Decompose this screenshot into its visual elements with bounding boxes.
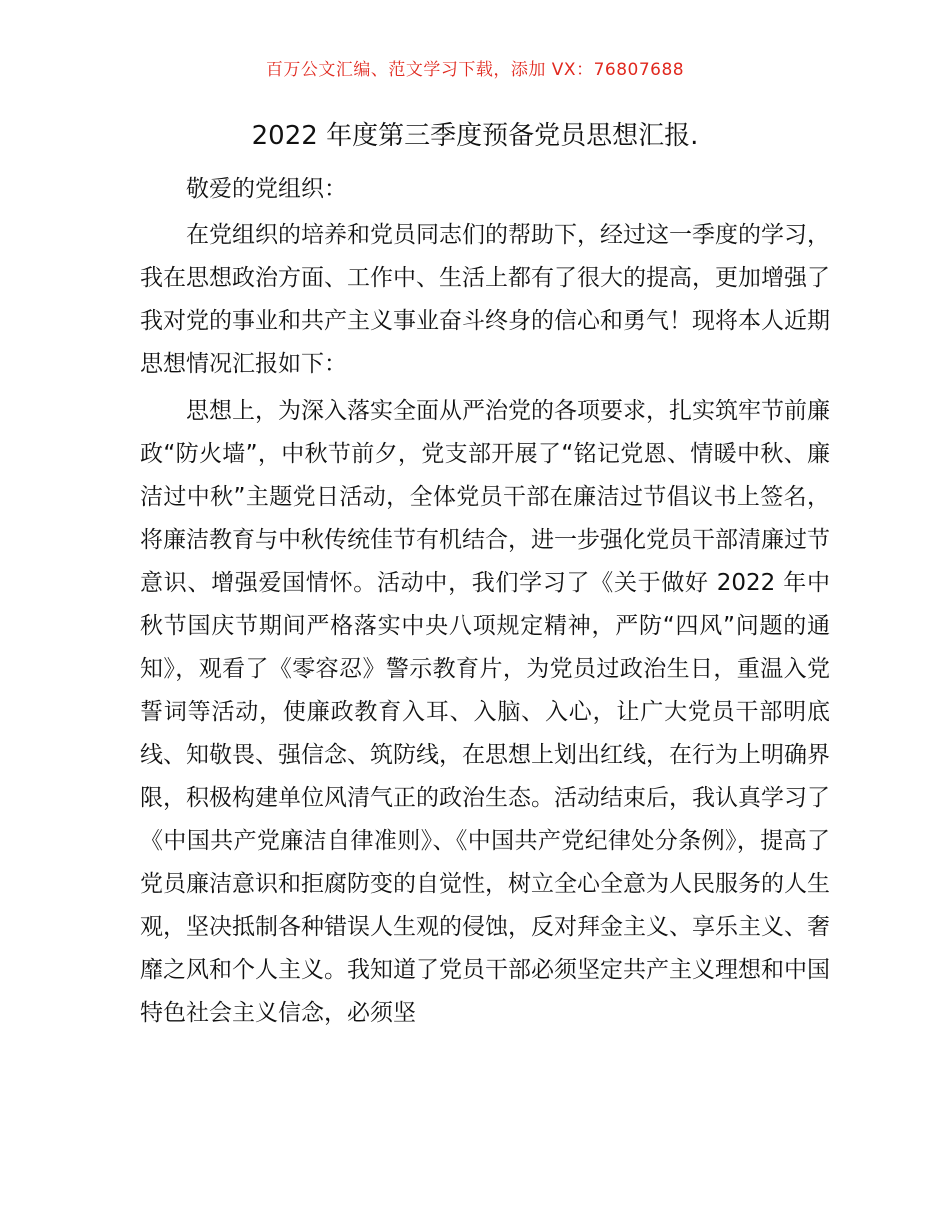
paragraph-1: 在党组织的培养和党员同志们的帮助下，经过这一季度的学习，我在思想政治方面、工作中、生活上都有了很大的提高，更加增强了我对党的事业和共产主义事业奋斗终身的信心和勇气！现将本人近期思想情况汇报如下：	[140, 222, 830, 377]
watermark-header: 百万公文汇编、范文学习下载，添加 VX：76807688	[265, 60, 685, 80]
document-body	[140, 168, 830, 1035]
greeting-line: 敬爱的党组织：	[186, 176, 347, 202]
document-title: 2022 年度第三季度预备党员思想汇报.	[251, 121, 699, 151]
paragraph-2: 思想上，为深入落实全面从严治党的各项要求，扎实筑牢节前廉政“防火墙”，中秋节前夕，党支部开展了“铭记党恩、情暖中秋、廉洁过中秋”主题党日活动，全体党员干部在廉洁过节倡议书上签名，将廉洁教育与中秋传统佳节有机结合，进一步强化党员干部清廉过节意识、增强爱国情怀。活动中，我们学习了《关于做好 2022 年中秋节国庆节期间严格落实中央八项规定精神，严防“四风”问题的通知》，观看了《零容忍》警示教育片，为党员过政治生日，重温入党誓词等活动，使廉政教育入耳、入脑、入心，让广大党员干部明底线、知敬畏、强信念、筑防线，在思想上划出红线，在行为上明确界限，积极构建单位风清气正的政治生态。活动结束后，我认真学习了《中国共产党廉洁自律准则》、《中国共产党纪律处分条例》，提高了党员廉洁意识和拒腐防变的自觉性，树立全心全意为人民服务的人生观，坚决抵制各种错误人生观的侵蚀，反对拜金主义、享乐主义、奢靡之风和个人主义。我知道了党员干部必须坚定共产主义理想和中国特色社会主义信念，必须坚	[140, 398, 830, 1026]
